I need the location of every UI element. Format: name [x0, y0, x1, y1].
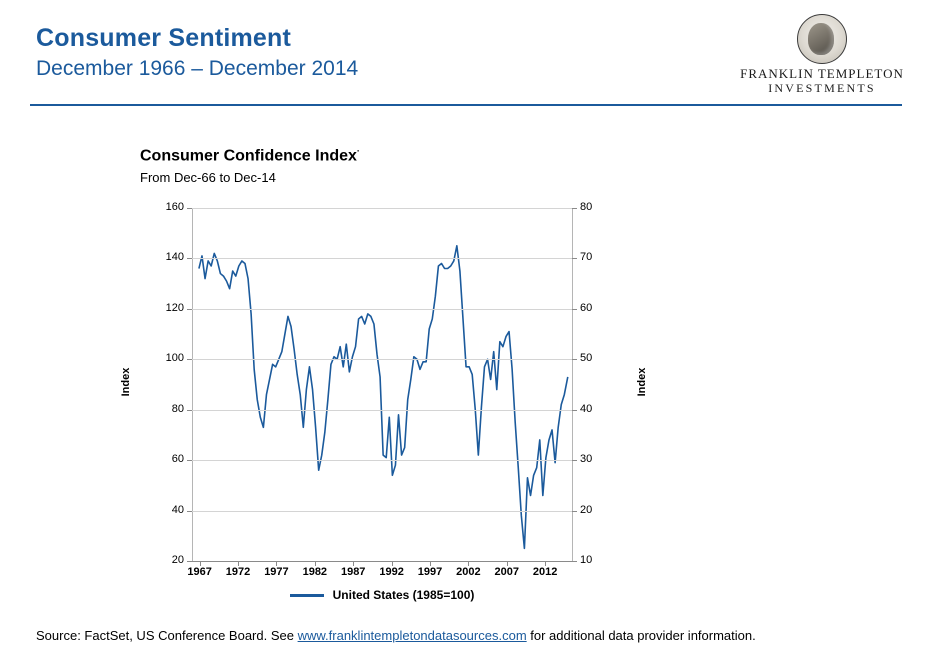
y-tick-right: [572, 561, 577, 562]
grid-line: [192, 410, 572, 411]
y-tick-right: [572, 309, 577, 310]
source-note-suffix: for additional data provider information.: [526, 628, 756, 643]
plot-area: [120, 201, 648, 578]
y-tick-label-left: 160: [165, 201, 184, 213]
x-tick-label: 1977: [264, 566, 289, 578]
grid-line: [192, 511, 572, 512]
grid-line: [192, 309, 572, 310]
chart-subtitle: From Dec-66 to Dec-14: [140, 170, 276, 185]
x-tick-label: 2012: [532, 566, 558, 578]
y-tick-right: [572, 511, 577, 512]
y-tick-label-right: 20: [580, 503, 593, 516]
page-header: [0, 0, 932, 108]
x-tick-label: 1997: [417, 566, 443, 578]
x-tick-label: 1972: [225, 566, 251, 578]
y-tick-left: [187, 511, 192, 512]
logo-name: FRANKLIN TEMPLETON: [740, 66, 904, 81]
y-tick-left: [187, 359, 192, 360]
y-tick-left: [187, 460, 192, 461]
y-tick-right: [572, 258, 577, 259]
page-subtitle: December 1966 – December 2014: [36, 57, 359, 80]
page-title: Consumer Sentiment: [36, 24, 292, 52]
y-tick-left: [187, 561, 192, 562]
y-tick-label-right: 40: [580, 402, 593, 415]
chart-title-text: Consumer Confidence Index: [140, 147, 357, 165]
y-tick-label-left: 60: [171, 453, 184, 466]
x-tick-label: 1992: [379, 566, 404, 578]
y-tick-left: [187, 309, 192, 310]
data-sources-link[interactable]: www.franklintempletondatasources.com: [297, 628, 527, 643]
y-tick-right: [572, 359, 577, 360]
y-tick-label-left: 120: [165, 301, 184, 314]
y-tick-right: [572, 410, 577, 411]
y-tick-left: [187, 208, 192, 209]
y-tick-right: [572, 208, 577, 209]
x-tick-label: 1987: [340, 566, 366, 578]
source-note-prefix: Source: FactSet, US Conference Board. See: [36, 628, 298, 643]
series-united-states: [192, 208, 573, 562]
y-tick-label-right: 70: [580, 251, 593, 264]
chart-title: [140, 146, 360, 165]
y-tick-label-left: 100: [165, 352, 184, 365]
y-tick-label-left: 140: [165, 251, 184, 264]
legend-swatch-united-states: [290, 594, 324, 597]
grid-line: [192, 359, 572, 360]
y-tick-label-right: 80: [580, 201, 593, 213]
grid-line: [192, 258, 572, 259]
y-tick-label-left: 80: [171, 402, 184, 415]
x-tick-label: 2007: [494, 566, 519, 578]
chart-title-superscript: ·: [356, 146, 360, 156]
y-tick-right: [572, 460, 577, 461]
x-tick-label: 1982: [302, 566, 328, 578]
y-axis-right-title: Index: [636, 367, 648, 397]
y-tick-label-left: 40: [171, 503, 184, 516]
logo-subname: INVESTMENTS: [768, 81, 876, 95]
y-axis-left-title: Index: [120, 367, 132, 397]
source-note: [36, 628, 916, 643]
y-tick-label-right: 60: [580, 301, 593, 314]
y-tick-left: [187, 410, 192, 411]
chart-legend: [192, 588, 572, 602]
y-tick-label-left: 20: [171, 554, 184, 566]
x-tick-label: 1967: [187, 566, 212, 578]
grid-line: [192, 208, 572, 209]
franklin-templeton-logo: [738, 14, 906, 94]
grid-line: [192, 460, 572, 461]
legend-label-united-states: United States (1985=100): [332, 588, 475, 602]
y-tick-label-right: 50: [580, 352, 593, 365]
y-tick-label-right: 10: [580, 554, 593, 566]
x-tick-label: 2002: [456, 566, 481, 578]
header-divider: [30, 104, 902, 106]
franklin-portrait-icon: [797, 14, 847, 64]
chart-container: [0, 130, 932, 620]
y-tick-label-right: 30: [580, 453, 593, 466]
y-tick-left: [187, 258, 192, 259]
